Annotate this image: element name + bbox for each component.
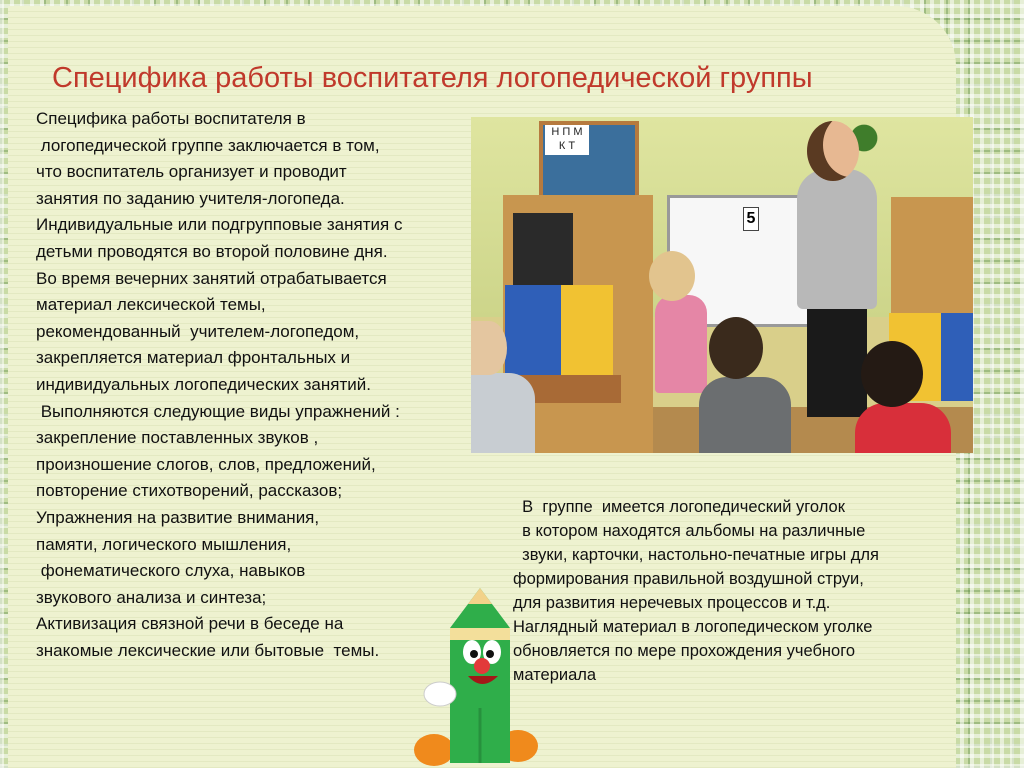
left-text-line: что воспитатель организует и проводит (36, 162, 347, 182)
left-text-line: Активизация связной речи в беседе на (36, 614, 344, 634)
left-text-line: произношение слогов, слов, предложений, (36, 454, 376, 474)
pencil-mascot-icon (410, 588, 550, 768)
right-text-line: материала (513, 666, 597, 684)
right-text-line: Наглядный материал в логопедическом уголке (513, 618, 873, 636)
left-text-line: повторение стихотворений, рассказов; (36, 481, 343, 501)
girl (655, 295, 707, 393)
cabinet-door-yellow (561, 285, 613, 377)
left-text-line: индивидуальных логопедических занятий. (36, 374, 371, 394)
left-text-line: закрепление поставленных звуков , (36, 428, 319, 448)
teacher-legs (807, 307, 867, 417)
right-text-line: звуки, карточки, настольно-печатные игры для (513, 546, 879, 564)
child-right-head (861, 341, 923, 407)
left-text-line: звукового анализа и синтеза; (36, 587, 267, 607)
left-text-line: занятия по заданию учителя-логопеда. (36, 188, 345, 208)
left-text-line: детьми проводятся во второй половине дня. (36, 241, 388, 261)
abacus-letters (545, 125, 589, 155)
number-card: 5 (743, 207, 759, 231)
left-text-line: материал лексической темы, (36, 295, 266, 315)
left-text-line: Упражнения на развитие внимания, (36, 507, 320, 527)
left-text-line: знакомые лексические или бытовые темы. (36, 640, 380, 660)
child-right (855, 403, 951, 453)
left-text-line: памяти, логического мышления, (36, 534, 292, 554)
cabinet-door-blue (505, 285, 561, 377)
left-text-line: Во время вечерних занятий отрабатывается (36, 268, 387, 288)
abacus-letters-row: К Т (558, 140, 576, 152)
right-text-line: формирования правильной воздушной струи, (513, 570, 864, 588)
left-text-block (36, 106, 476, 664)
right-text-line: для развития неречевых процессов и т.д. (513, 594, 831, 612)
right-text-line: обновляется по мере прохождения учебного (513, 642, 856, 660)
left-text-line: закрепляется материал фронтальных и (36, 348, 351, 368)
cabinet-door-blue (941, 313, 973, 401)
left-text-line: логопедической группе заключается в том, (36, 135, 380, 155)
left-text-line: Специфика работы воспитателя в (36, 109, 306, 128)
classroom-photo (471, 117, 973, 453)
child-left (471, 373, 535, 453)
abacus-letters-row: Н П М (551, 126, 583, 138)
child-center (699, 377, 791, 453)
teacher (797, 169, 877, 309)
slide-title: Специфика работы воспитателя логопедической группы (52, 62, 813, 94)
left-text-line: рекомендованный учителем-логопедом, (36, 321, 360, 341)
right-text-block (513, 495, 958, 687)
shelf-compartment (513, 213, 573, 293)
teacher-head (807, 121, 859, 181)
left-text-line: Индивидуальные или подгрупповые занятия с (36, 215, 403, 235)
right-text-line: в котором находятся альбомы на различные (513, 522, 866, 540)
right-text-line: В группе имеется логопедический уголок (513, 498, 845, 516)
left-text-line: Выполняются следующие виды упражнений : (36, 401, 400, 421)
girl-head (649, 251, 695, 301)
child-left-head (471, 321, 507, 375)
left-text-line: фонематического слуха, навыков (36, 561, 306, 581)
child-center-head (709, 317, 763, 379)
